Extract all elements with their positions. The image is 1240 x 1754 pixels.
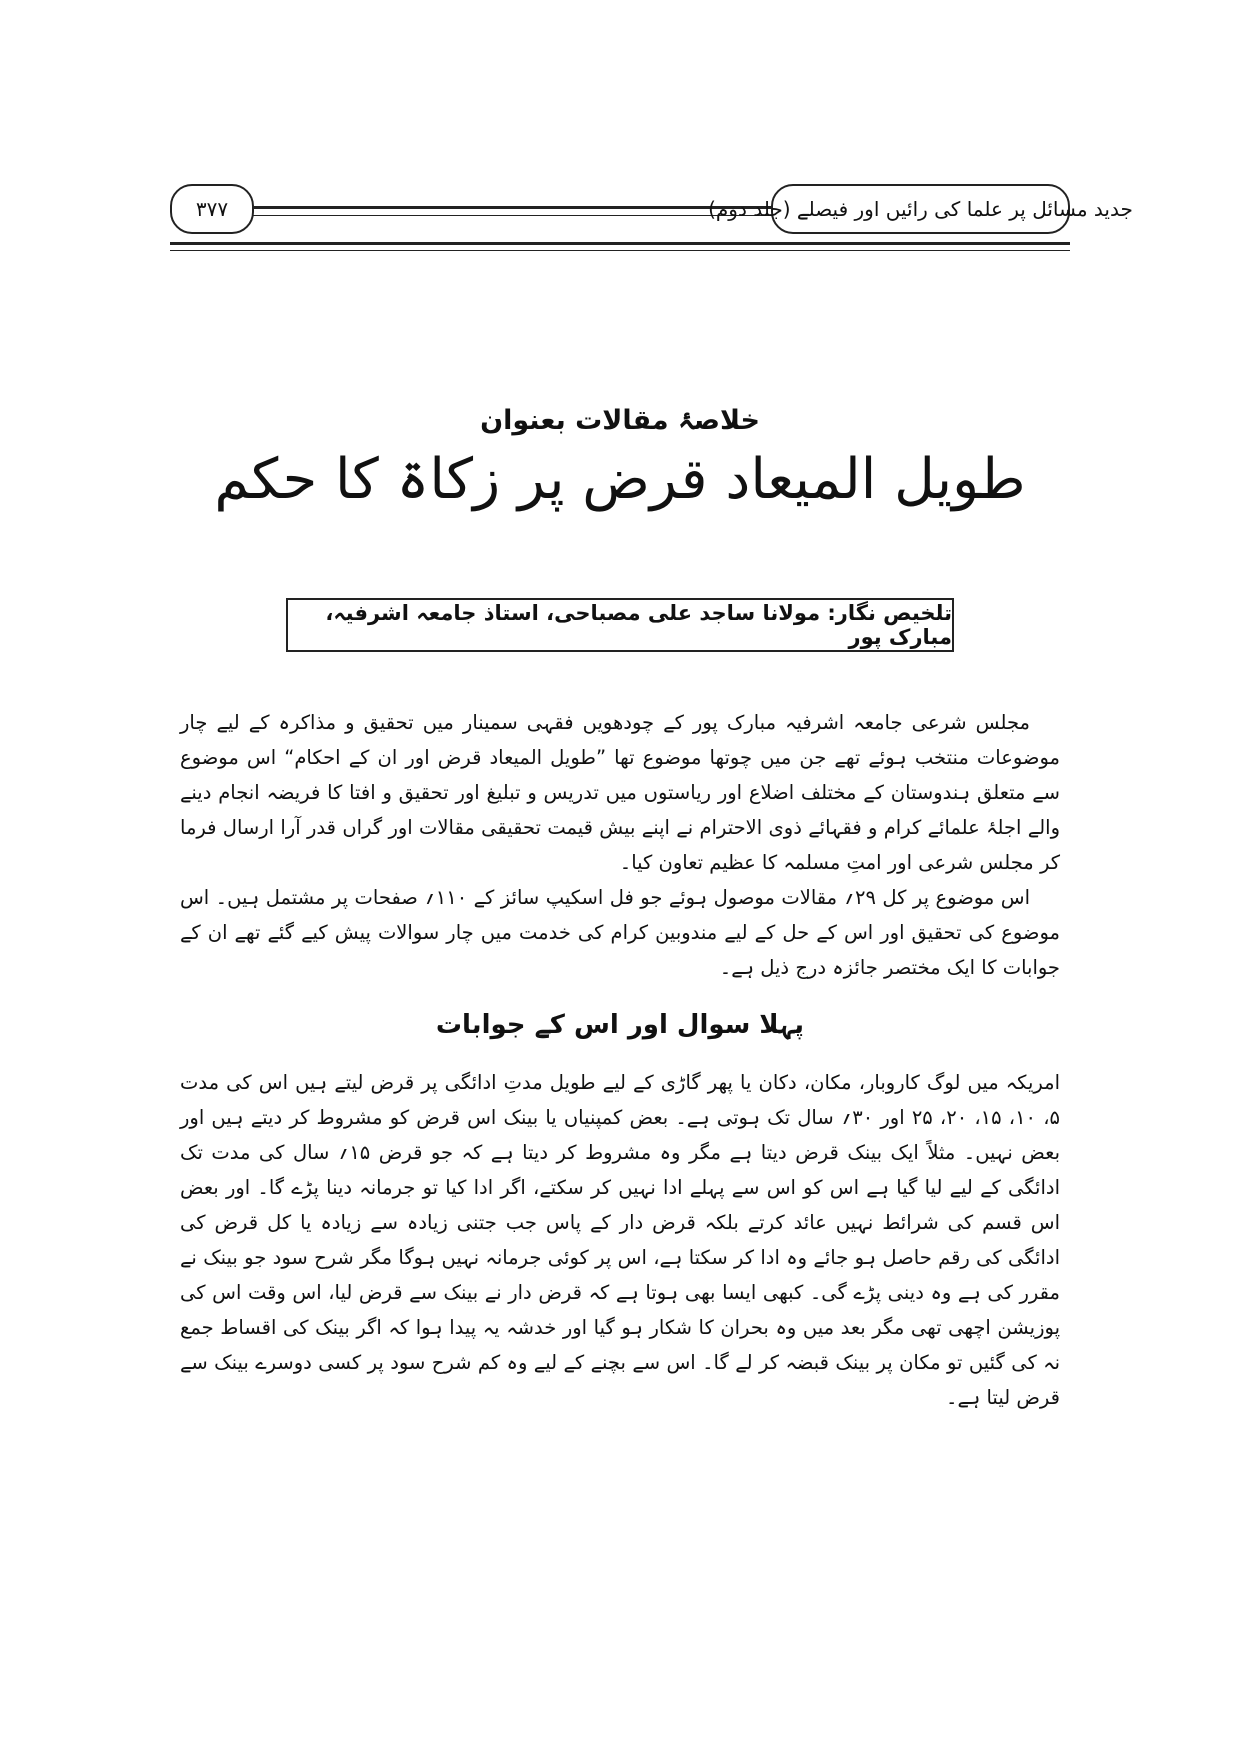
section-heading: پہلا سوال اور اس کے جوابات [435, 1010, 805, 1040]
header-double-rule [170, 242, 1070, 251]
page-header [170, 182, 1133, 236]
running-book-title: جدید مسائل پر علما کی رائیں اور فیصلے (جلد دوم) [771, 184, 1070, 234]
section-body [180, 1065, 1060, 1415]
intro-paragraph: اس موضوع پر کل ۲۹؍ مقالات موصول ہوئے جو فل اسکیپ سائز کے ۱۱۰؍ صفحات پر مشتمل ہیں۔ اس موضوع کی تحقیق اور اس کے حل کے لیے مندوبین کرام کی خدمت میں چار سوالات پیش کیے گئے تھے ان کے جوابات کا ایک مختصر جائزہ درج ذیل ہے۔ [180, 886, 1060, 979]
article-title: طویل المیعاد قرض پر زکاۃ کا حکم [214, 447, 1026, 512]
intro-section [180, 705, 1060, 985]
intro-paragraph: مجلس شرعی جامعہ اشرفیہ مبارک پور کے چودھویں فقہی سمینار میں تحقیق و مذاکرہ کے لیے چار موضوعات منتخب ہوئے تھے جن میں چوتھا موضوع تھا ”طویل المیعاد قرض اور ان کے احکام“ اس موضوع سے متعلق ہندوستان کے مختلف اضلاع اور ریاستوں میں تدریس و تبلیغ اور تحقیق و افتا کا فریضہ انجام دینے والے اجلۂ علمائے کرام و فقہائے ذوی الاحترام نے اپنے بیش قیمت تحقیقی مقالات اور گراں قدر آرا ارسال فرما کر مجلس شرعی اور امتِ مسلمہ کا عظیم تعاون کیا۔ [180, 711, 1060, 874]
section-paragraph: امریکہ میں لوگ کاروبار، مکان، دکان یا پھر گاڑی کے لیے طویل مدتِ ادائگی پر قرض لیتے ہیں اس کی مدت ۵، ۱۰، ۱۵، ۲۰، ۲۵ اور ۳۰؍ سال تک ہوتی ہے۔ بعض کمپنیاں یا بینک اس قرض کو مشروط کر دیتے ہیں اور بعض نہیں۔ مثلاً ایک بینک قرض دیتا ہے مگر وہ مشروط کر دیتا ہے کہ جو قرض ۱۵؍ سال کی مدت تک ادائگی کے لیے لیا گیا ہے اس کو اس سے پہلے ادا نہیں کر سکتے، اگر ادا کیا تو جرمانہ دینا پڑے گا۔ اور بعض اس قسم کی شرائط نہیں عائد کرتے بلکہ قرض دار کے پاس جب جتنی زیادہ سے زیادہ یا کل قرض کی ادائگی کی رقم حاصل ہو جائے وہ ادا کر سکتا ہے، اس پر کوئی جرمانہ نہیں ہوگا مگر شرح سود جو بینک نے مقرر کی ہے وہ دینی پڑے گی۔ کبھی ایسا بھی ہوتا ہے کہ قرض دار نے بینک سے قرض لیا، اس وقت اس کی پوزیشن اچھی تھی مگر بعد میں وہ بحران کا شکار ہو گیا اور خدشہ یہ پیدا ہوا کہ اگر بینک کی اقساط جمع نہ کی گئیں تو مکان پر بینک قبضہ کر لے گا۔ اس سے بچنے کے لیے وہ کم شرح سود پر کسی دوسرے بینک سے قرض لیتا ہے۔ [180, 1071, 1061, 1409]
summary-author-box: تلخیص نگار: مولانا ساجد علی مصباحی، استاذ جامعہ اشرفیہ، مبارک پور [286, 598, 954, 652]
article-kicker: خلاصۂ مقالات بعنوان [480, 405, 760, 436]
page-number: ۳۷۷ [170, 184, 254, 234]
header-rule [248, 206, 780, 216]
